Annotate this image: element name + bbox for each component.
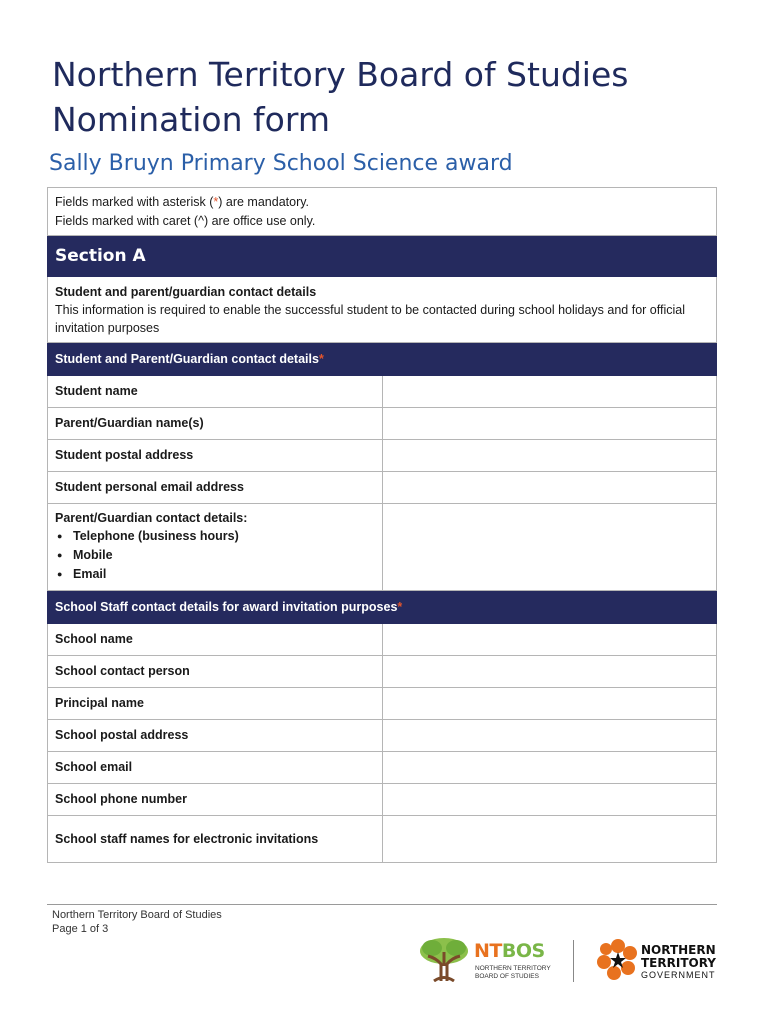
field-label-school-email: School email [48, 752, 383, 784]
field-row-school-name [48, 624, 717, 656]
student-block-asterisk: * [318, 352, 324, 366]
ntg-line3: GOVERNMENT [641, 970, 716, 980]
parent-contact-label: Parent/Guardian contact details: [55, 511, 248, 525]
ntg-line1: NORTHERN [641, 943, 716, 957]
input-student-name[interactable] [382, 376, 717, 408]
ntg-line2: TERRITORY [641, 956, 716, 970]
input-parent-contact[interactable] [382, 504, 717, 591]
ntbos-wordmark [474, 940, 545, 962]
field-row-school-email [48, 752, 717, 784]
student-block-heading [48, 343, 717, 376]
section-a-title: Section A [48, 236, 717, 277]
section-a-info [48, 277, 717, 343]
input-staff-names[interactable] [382, 816, 717, 863]
field-label-staff-names: School staff names for electronic invitations [48, 816, 383, 863]
input-school-email[interactable] [382, 752, 717, 784]
field-label-student-email: Student personal email address [48, 472, 383, 504]
nt-government-wordmark [641, 944, 716, 970]
mandatory-note-pre: Fields marked with asterisk ( [55, 194, 214, 209]
input-school-phone[interactable] [382, 784, 717, 816]
info-heading: Student and parent/guardian contact details [55, 284, 317, 299]
field-label-student-postal-address: Student postal address [48, 440, 383, 472]
input-student-postal-address[interactable] [382, 440, 717, 472]
nomination-form-table [47, 187, 717, 863]
mandatory-note-post: ) are mandatory. [218, 194, 310, 209]
input-principal-name[interactable] [382, 688, 717, 720]
field-label-student-name: Student name [48, 376, 383, 408]
footer-logos [418, 936, 718, 986]
field-label-school-contact-person: School contact person [48, 656, 383, 688]
staff-block-header-row [48, 591, 717, 624]
field-row-school-contact-person [48, 656, 717, 688]
field-row-staff-names [48, 816, 717, 863]
award-subtitle: Sally Bruyn Primary School Science award [49, 151, 513, 176]
ntbos-sub-line1: NORTHERN TERRITORY [475, 965, 551, 972]
contact-item-mobile: ● Mobile [55, 546, 375, 565]
field-row-principal-name [48, 688, 717, 720]
logo-divider [573, 940, 574, 982]
staff-block-heading [48, 591, 717, 624]
field-row-school-postal-address [48, 720, 717, 752]
page-title: Northern Territory Board of Studies Nomination form [52, 55, 629, 139]
ntbos-nt: NT [474, 940, 502, 962]
input-school-contact-person[interactable] [382, 656, 717, 688]
contact-item-email: ● Email [55, 565, 375, 584]
field-label-school-name: School name [48, 624, 383, 656]
page-number: Page 1 of 3 [52, 923, 109, 935]
footer [52, 908, 222, 936]
ntbos-sub-line2: BOARD OF STUDIES [475, 973, 539, 980]
section-a-header-row [48, 236, 717, 277]
input-school-postal-address[interactable] [382, 720, 717, 752]
office-use-note: Fields marked with caret (^) are office use only. [55, 213, 316, 228]
info-text: This information is required to enable the successful student to be contacted during school holidays and for official invitation purposes [55, 302, 685, 335]
ntbos-bos: BOS [501, 940, 545, 962]
mandatory-note [48, 188, 717, 236]
field-row-parent-name [48, 408, 717, 440]
mandatory-note-row [48, 188, 717, 236]
field-label-parent-contact [48, 504, 383, 591]
footer-divider [47, 904, 717, 905]
field-label-school-phone: School phone number [48, 784, 383, 816]
field-row-student-name [48, 376, 717, 408]
input-parent-name[interactable] [382, 408, 717, 440]
nt-government-flower-icon [596, 938, 640, 982]
parent-contact-list [55, 527, 375, 584]
input-school-name[interactable] [382, 624, 717, 656]
input-student-email[interactable] [382, 472, 717, 504]
ntbos-subtitle [475, 965, 551, 981]
field-row-parent-contact [48, 504, 717, 591]
field-row-student-email [48, 472, 717, 504]
asterisk-marker: * [213, 194, 219, 209]
field-label-parent-name: Parent/Guardian name(s) [48, 408, 383, 440]
student-block-header-row [48, 343, 717, 376]
staff-block-asterisk: * [397, 600, 403, 614]
staff-block-title: School Staff contact details for award invitation purposes [55, 600, 398, 614]
field-row-student-postal-address [48, 440, 717, 472]
contact-item-telephone: ● Telephone (business hours) [55, 527, 375, 546]
ntbos-tree-icon [418, 936, 470, 982]
footer-org: Northern Territory Board of Studies [52, 909, 222, 921]
section-a-info-row [48, 277, 717, 343]
field-row-school-phone [48, 784, 717, 816]
student-block-title: Student and Parent/Guardian contact details [55, 352, 319, 366]
field-label-principal-name: Principal name [48, 688, 383, 720]
field-label-school-postal-address: School postal address [48, 720, 383, 752]
